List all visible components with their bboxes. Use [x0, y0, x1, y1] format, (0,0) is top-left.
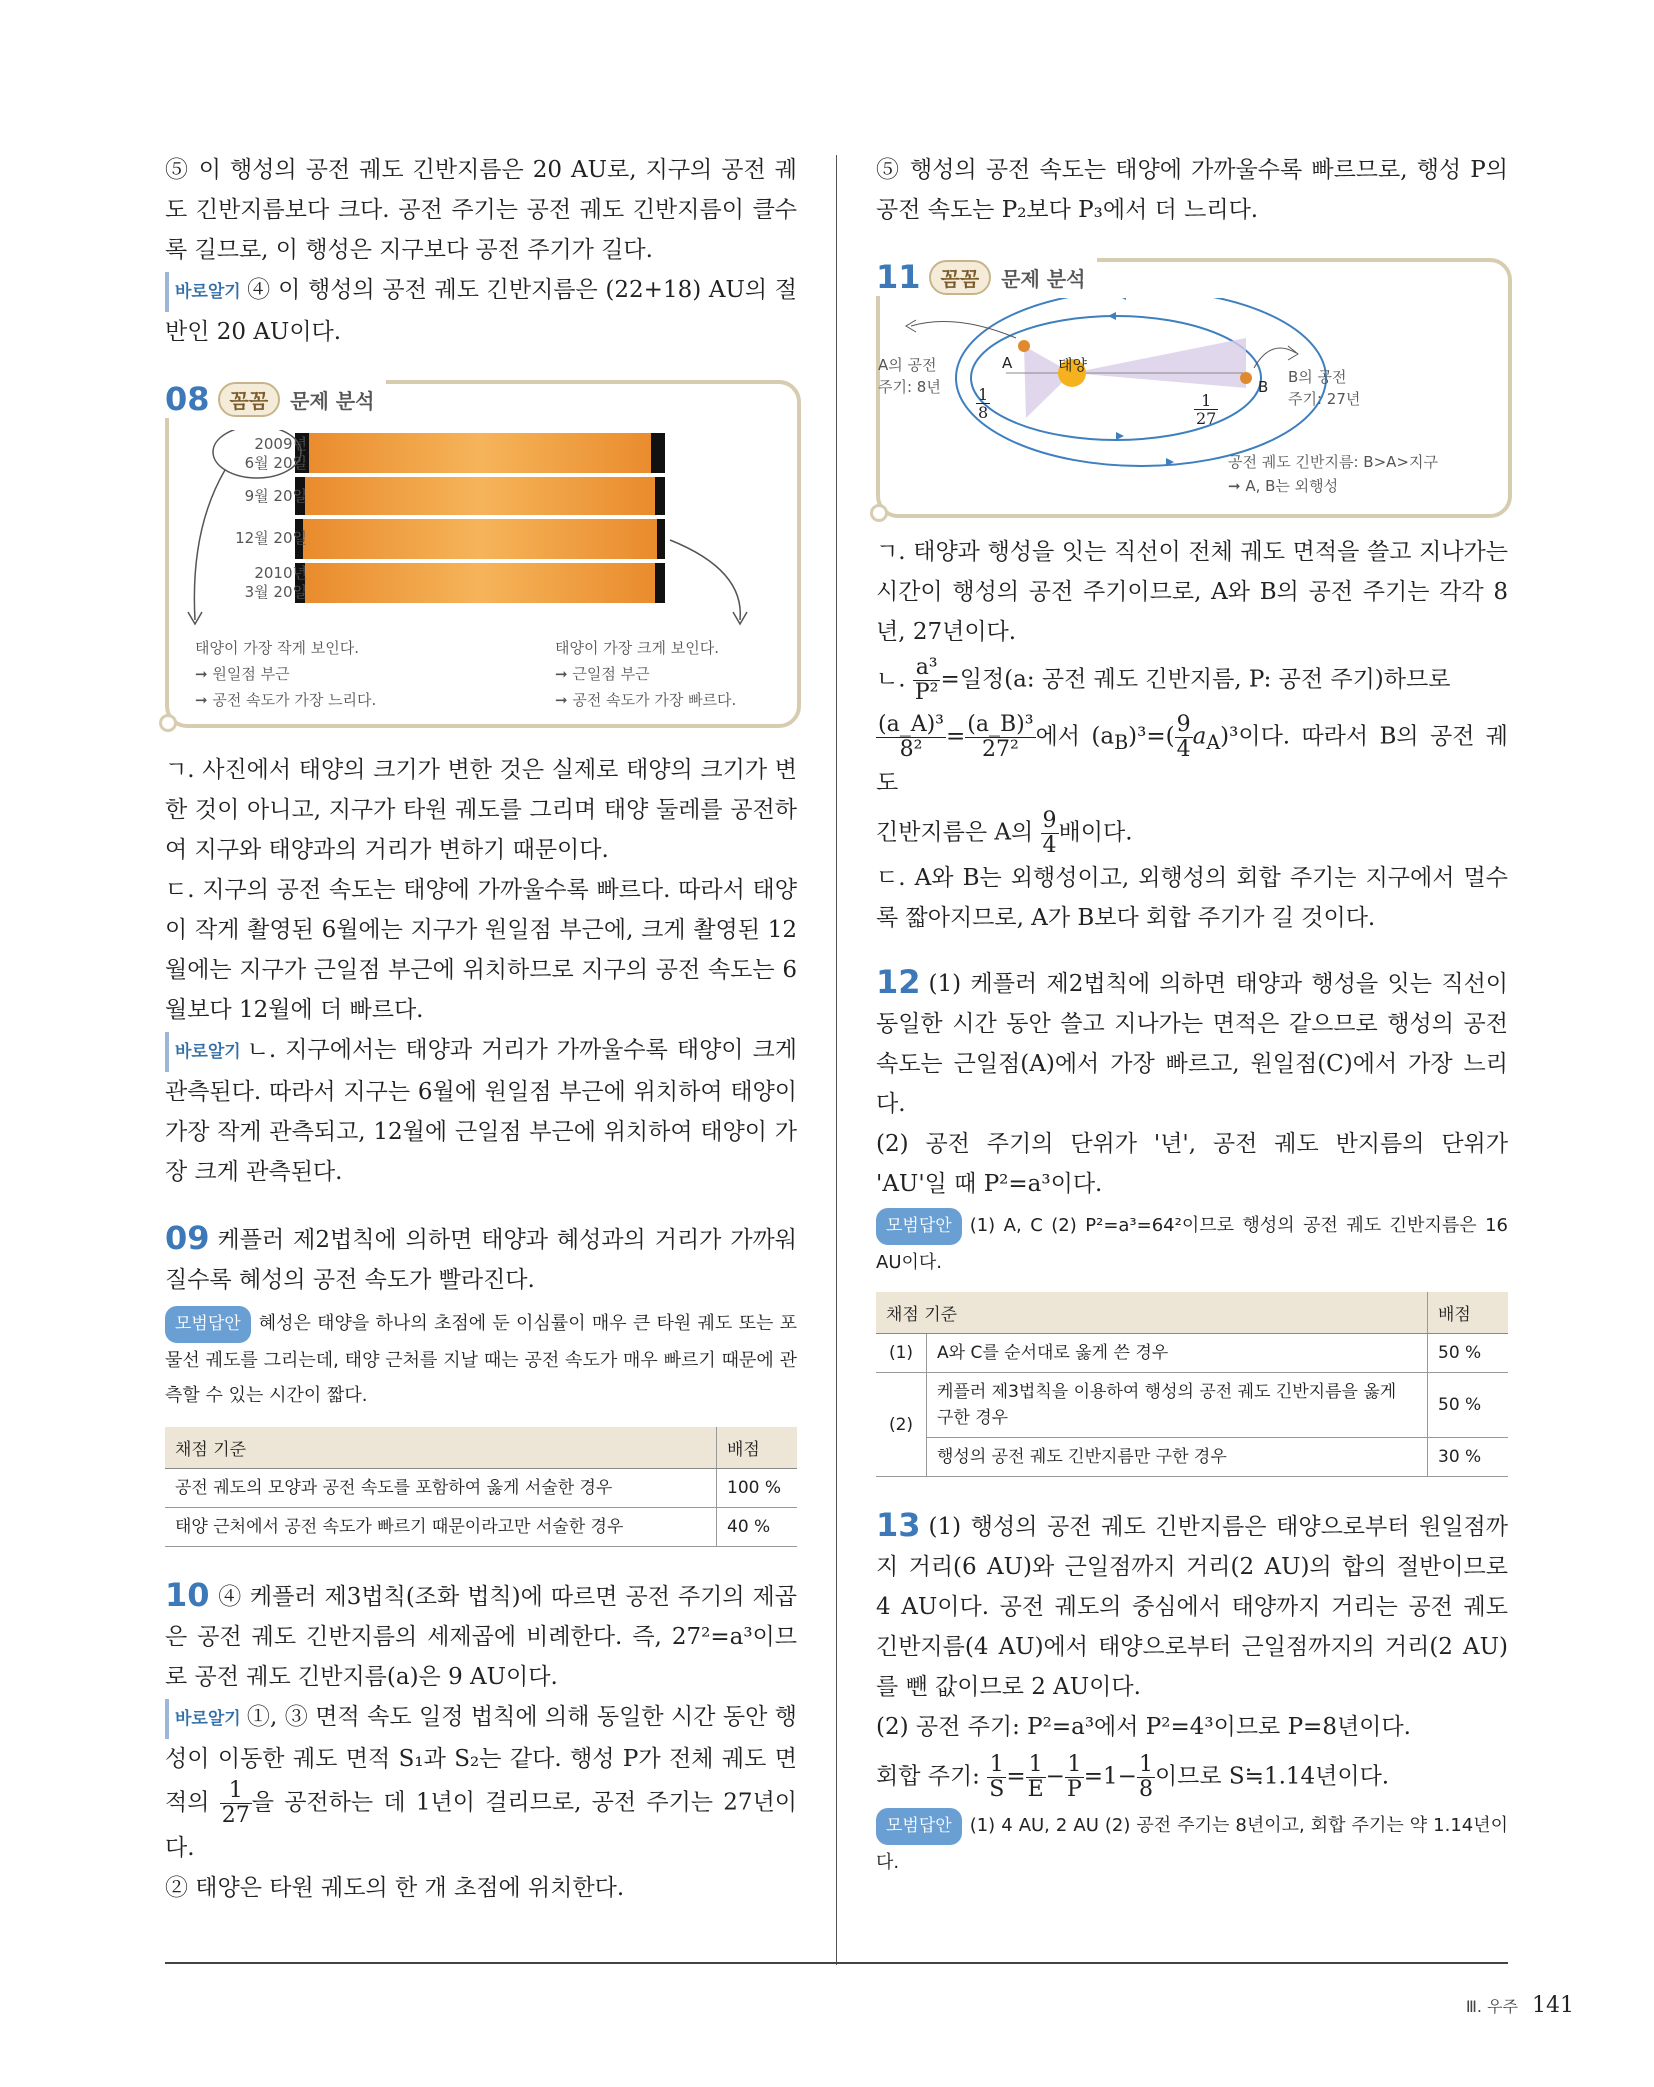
date-labels: 2009년 6월 20일 9월 20일 12월 20일 2010년 3월 20일 [235, 435, 307, 601]
answer-text: 바로알기 ㄴ. 지구에서는 태양과 거리가 가까울수록 태양이 크게 관측된다. 따라서 지구는 6월에 원일점 부근에 위치하여 태양이 가장 작게 관측되고, 12월에 근일점 부근에 위치하여 태양이 가장 크게 관측된다. [165, 1030, 797, 1192]
page-number: 141 [1532, 1993, 1574, 2018]
q12-score-table [876, 1292, 1508, 1477]
model-answer-tag: 모범답안 [165, 1306, 251, 1343]
q11-header [876, 258, 1097, 296]
answer-text: ㄱ. 태양과 행성을 잇는 직선이 전체 궤도 면적을 쓸고 지나가는 시간이 행성의 공전 주기이므로, A와 B의 공전 주기는 각각 8년, 27년이다. [876, 539, 1508, 645]
fraction-a: $\frac{1}{8}$ [978, 385, 989, 422]
synodic-equation: 회합 주기: $\frac{1}{S}$ = $\frac{1}{E}$ − $\frac{1}{P}$ =1− $\frac{1}{8}$ 이므로 S≒1.14년이다. [876, 1752, 1390, 1803]
q08-analysis [165, 380, 797, 740]
note-near-sun: 태양이 가장 크게 보인다. ➞ 근일점 부근 ➞ 공전 속도가 가장 빠르다. [555, 639, 737, 709]
q09-model-answer: 모범답안 혜성은 태양을 하나의 초점에 둔 이심률이 매우 큰 타원 궤도 또는 포물선 궤도를 그리는데, 태양 근처를 지날 때는 공전 속도가 매우 빠르기 때문에 관측할 수 있는 시간이 짧다. [165, 1306, 797, 1413]
answer-text: ⑤ 행성의 공전 속도는 태양에 가까울수록 빠르므로, 행성 P의 공전 속도는 P₂보다 P₃에서 더 느리다. [876, 157, 1508, 223]
strip-jun [295, 433, 665, 473]
a-period-note: A의 공전 주기: 8년 [878, 356, 941, 396]
q13-text: 13 (1) 행성의 공전 궤도 긴반지름은 태양으로부터 원일점까지 거리(6 AU)와 근일점까지 거리(2 AU)의 합의 절반이므로 4 AU이다. 공전 궤도의 중심에서 태양까지 거리는 공전 궤도 긴반지름(4 AU)에서 태양으로부터 근일점까지의 거리(2 AU)를 뺀 값이므로 2 AU이다. [876, 1506, 1508, 1701]
barogi-tag: 바로알기 [165, 272, 241, 312]
fraction: $\frac{1}{8}$ [1138, 1752, 1153, 1803]
equation-line: $\frac{\text{(a\_A)³}}{\text{8²}}$ = $\frac{\text{(a\_B)³}}{\text{27²}}$ 에서 $(a_B)^3=$( $\frac{9}{4}$ $a_A)^3$이다. 따라서 B의 공전 궤도 [876, 712, 1508, 797]
b-period-note: B의 공전 주기: 27년 [1288, 368, 1361, 408]
q13-model-answer: 모범답안 (1) 4 AU, 2 AU (2) 공전 주기는 8년이고, 회합 주기는 약 1.14년이다. [876, 1808, 1508, 1880]
strip-sep [295, 477, 665, 515]
question-number: 13 [876, 1506, 921, 1545]
barogi-tag: 바로알기 [165, 1032, 241, 1072]
note-far-sun: 태양이 가장 작게 보인다. ➞ 원일점 부근 ➞ 공전 속도가 가장 느리다. [195, 639, 377, 709]
planet-a [1018, 340, 1030, 352]
answer-text: ㄷ. 지구의 공전 속도는 태양에 가까울수록 빠르다. 따라서 태양이 작게 촬영된 6월에는 지구가 원일점 부근에, 크게 촬영된 12월에는 지구가 근일점 부근에 위치하므로 지구의 공전 속도는 6월보다 12월에 더 빠르다. [165, 877, 797, 1023]
fraction: $\frac{1}{E}$ [1027, 1752, 1044, 1803]
fraction-b: $\frac{1}{27}$ [1196, 391, 1217, 428]
analysis-label: 문제 분석 [1001, 266, 1086, 291]
answer-text: (2) 공전 주기: P²=a³에서 P²=4³이므로 P=8년이다. [876, 1714, 1411, 1741]
fraction: $\frac{\text{(a\_A)³}}{\text{8²}}$ [878, 712, 944, 762]
fraction: $\frac{1}{S}$ [989, 1752, 1005, 1803]
table-row: 태양 근처에서 공전 속도가 빠르기 때문이라고만 서술한 경우 40 % [165, 1508, 797, 1547]
question-number: 11 [876, 258, 921, 296]
fraction: $\frac{1}{P}$ [1066, 1752, 1082, 1803]
question-number: 09 [165, 1219, 210, 1257]
q11-analysis [876, 258, 1508, 528]
label-a: A [1002, 354, 1013, 372]
orbit-summary-note: 공전 궤도 긴반지름: B>A>지구 ➞ A, B는 외행성 [1228, 453, 1438, 495]
q08-header [165, 380, 386, 418]
left-column [165, 150, 797, 1908]
answer-text: 바로알기 ④ 이 행성의 공전 궤도 긴반지름은 (22+18) AU의 절반인 20 AU이다. [165, 270, 797, 352]
label-sun: 태양 [1058, 356, 1087, 374]
box-corner-dot [159, 714, 177, 732]
label-b: B [1258, 378, 1269, 396]
answer-text: (2) 공전 주기의 단위가 '년', 공전 궤도 반지름의 단위가 'AU'일 때 P²=a³이다. [876, 1131, 1508, 1198]
q12-text: 12 (1) 케플러 제2법칙에 의하면 태양과 행성을 잇는 직선이 동일한 시간 동안 쓸고 지나가는 면적은 같으므로 행성의 공전 속도는 근일점(A)에서 가장 빠르고, 원일점(C)에서 가장 느리다. [876, 963, 1508, 1118]
fraction: $\frac{1}{27}$ [221, 1778, 250, 1828]
answer-text: ㄷ. A와 B는 외행성이고, 외행성의 회합 주기는 지구에서 멀수록 짧아지므로, A가 B보다 회합 주기가 길 것이다. [876, 865, 1508, 932]
answer-text: ⑤ 이 행성의 공전 궤도 긴반지름은 20 AU로, 지구의 공전 궤도 긴반지름보다 크다. 공전 주기는 공전 궤도 긴반지름이 클수록 길므로, 이 행성은 지구보다 공전 주기가 길다. [165, 157, 797, 263]
fraction: $\frac{9}{4}$ [1042, 808, 1057, 859]
table-row: 행성의 공전 궤도 긴반지름만 구한 경우 30 % [876, 1438, 1508, 1477]
answer-text: ㄱ. 사진에서 태양의 크기가 변한 것은 실제로 태양의 크기가 변한 것이 아니고, 지구가 타원 궤도를 그리며 태양 둘레를 공전하여 지구와 태양과의 거리가 변하기 때문이다. [165, 757, 797, 863]
fraction: $\frac{9}{4}$ [1176, 712, 1191, 762]
fraction: $\frac{\text{a³}}{\text{P²}}$ [914, 655, 939, 705]
question-number: 12 [876, 963, 921, 1002]
model-answer-tag: 모범답안 [876, 1208, 962, 1245]
right-column [876, 150, 1508, 1880]
q09-score-table [165, 1427, 797, 1547]
table-row: (2) 케플러 제3법칙을 이용하여 행성의 공전 궤도 긴반지름을 옳게 구한 경우 50 % [876, 1373, 1508, 1438]
answer-text: ㄴ. $\frac{\text{a³}}{\text{P²}}$ =일정(a: 공전 궤도 긴반지름, P: 공전 주기)하므로 [876, 655, 1451, 705]
strip-mar [295, 563, 665, 603]
section-label: Ⅲ. 우주 [1465, 1997, 1518, 2016]
table-row: (1) A와 C를 순서대로 옳게 쓴 경우 50 % [876, 1334, 1508, 1373]
answer-text: 바로알기 ①, ③ 면적 속도 일정 법칙에 의해 동일한 시간 동안 행성이 이동한 궤도 면적 S₁과 S₂는 같다. 행성 P가 전체 궤도 면적의 $\frac{1}{27}$ 을 공전하는 데 1년이 걸리므로, 공전 주기는 27년이다. [165, 1697, 797, 1868]
q09-text: 09 케플러 제2법칙에 의하면 태양과 혜성과의 거리가 가까워질수록 혜성의 공전 속도가 빨라진다. [165, 1219, 797, 1293]
bottom-rule [165, 1962, 1508, 1964]
table-row: 공전 궤도의 모양과 공전 속도를 포함하여 옳게 서술한 경우 100 % [165, 1469, 797, 1508]
page-footer [1466, 1993, 1574, 2018]
q10-text: 10 ④ 케플러 제3법칙(조화 법칙)에 따르면 공전 주기의 제곱은 공전 궤도 긴반지름의 세제곱에 비례한다. 즉, 27²=a³이므로 공전 궤도 긴반지름(a)은 9 AU이다. [165, 1576, 797, 1690]
q12-model-answer: 모범답안 (1) A, C (2) P²=a³=64²이므로 행성의 공전 궤도 긴반지름은 16 AU이다. [876, 1208, 1508, 1280]
planet-b [1240, 372, 1252, 384]
kkomkkom-badge: 꼼꼼 [929, 260, 992, 295]
question-number: 08 [165, 380, 210, 418]
column-divider [836, 155, 837, 1965]
fraction: $\frac{\text{(a\_B)³}}{\text{27²}}$ [967, 712, 1034, 762]
kkomkkom-badge: 꼼꼼 [218, 382, 281, 417]
question-number: 10 [165, 1576, 210, 1614]
strip-dec [295, 519, 665, 559]
analysis-label: 문제 분석 [290, 388, 375, 413]
box-corner-dot [870, 504, 888, 522]
answer-text: ② 태양은 타원 궤도의 한 개 초점에 위치한다. [165, 1875, 625, 1901]
answer-text: 긴반지름은 A의 $\frac{9}{4}$ 배이다. [876, 808, 1133, 859]
table-header: 채점 기준 배점 [165, 1427, 797, 1469]
barogi-tag: 바로알기 [165, 1699, 241, 1739]
model-answer-tag: 모범답안 [876, 1808, 962, 1845]
table-header: 채점 기준 배점 [876, 1292, 1508, 1334]
